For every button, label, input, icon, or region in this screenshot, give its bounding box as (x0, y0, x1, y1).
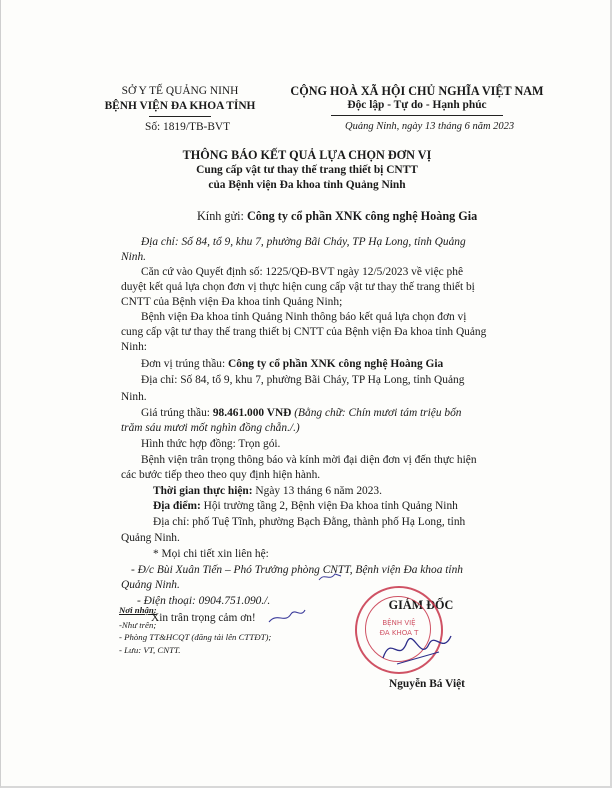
price-line-a (141, 407, 461, 419)
title-line2: Cung cấp vật tư thay thế trang thiết bị CNTT (196, 164, 418, 176)
venue-label: Địa điểm: (153, 500, 201, 512)
contact-person-a: - Đ/c Bùi Xuân Tiến – Phó Trưởng phòng CNTT, Bệnh viện Đa khoa tỉnh (131, 564, 463, 576)
recipient-label: Kính gửi: (197, 209, 244, 223)
stamp-text-line2: ĐA KHOA T (379, 629, 419, 637)
address2-line-a: Địa chỉ: Số 84, tổ 9, khu 7, phường Bãi Cháy, TP Hạ Long, tỉnh Quảng (141, 374, 465, 386)
header-country: CỘNG HOÀ XÃ HỘI CHỦ NGHĨA VIỆT NAM (290, 84, 544, 98)
venue-line (153, 500, 458, 512)
winner-line (141, 358, 443, 370)
winner-name: Công ty cổ phần XNK công nghệ Hoàng Gia (228, 358, 444, 370)
price-label: Giá trúng thầu: (141, 407, 210, 419)
venue-address-a: Địa chỉ: phố Tuệ Tĩnh, phường Bạch Đằng, thành phố Hạ Long, tỉnh (153, 516, 466, 528)
phone-line: - Điện thoại: 0904.751.090./. (137, 595, 271, 607)
recipient-name: Công ty cổ phần XNK công nghệ Hoàng Gia (246, 209, 478, 223)
time-line (153, 485, 382, 497)
contact-intro: * Mọi chi tiết xin liên hệ: (153, 548, 269, 560)
recipient-line (197, 209, 477, 224)
time-value: Ngày 13 tháng 6 năm 2023. (255, 485, 382, 497)
signature-title: GIÁM ĐỐC (388, 598, 454, 612)
venue-value: Hội trường tầng 2, Bệnh viện Đa khoa tỉnh Quảng Ninh (203, 500, 458, 512)
title-line3: của Bệnh viện Đa khoa tỉnh Quảng Ninh (208, 179, 406, 191)
winner-label: Đơn vị trúng thầu: (141, 358, 226, 370)
notice-line-b: cung cấp vật tư thay thế trang thiết bị CNTT của Bệnh viện Đa khoa tỉnh Quảng (121, 326, 487, 338)
document-number: Số: 1819/TB-BVT (145, 121, 231, 133)
time-label: Thời gian thực hiện: (153, 485, 253, 497)
address1-line-a: Địa chỉ: Số 84, tổ 9, khu 7, phường Bãi Cháy, TP Hạ Long, tỉnh Quảng (141, 236, 466, 248)
notice-line-a: Bệnh viện Đa khoa tỉnh Quảng Ninh thông báo kết quả lựa chọn đơn vị (141, 311, 467, 323)
place-date: Quảng Ninh, ngày 13 tháng 6 năm 2023 (345, 121, 515, 132)
recipients-item-2: - Phòng TT&HCQT (đăng tải lên CTTĐT); (119, 632, 272, 642)
basis-line-c: CNTT của Bệnh viện Đa khoa tỉnh Quảng Ninh; (121, 296, 343, 308)
stamp-text-line1: BỆNH VIỆ (382, 619, 416, 627)
invite-line-b: các bước tiếp theo theo quy định hiện hành. (121, 469, 321, 481)
price-words-b: trăm sáu mươi mốt nghìn đồng chẵn./.) (121, 422, 300, 434)
thanks-line: Xin trân trọng cảm ơn! (151, 612, 256, 624)
invite-line-a: Bệnh viện trân trọng thông báo và kính mời đại diện đơn vị đến thực hiện (141, 454, 477, 466)
price-words-a: (Bằng chữ: Chín mươi tám triệu bốn (294, 407, 462, 419)
recipients-label: Nơi nhận: (119, 605, 157, 615)
venue-address-b: Quảng Ninh. (121, 532, 180, 544)
basis-line-b: duyệt kết quả lựa chọn đơn vị thực hiện cung cấp vật tư thay thế trang thiết bị (121, 281, 475, 293)
price-value: 98.461.000 VNĐ (212, 407, 292, 419)
signature-scribble-icon (377, 624, 457, 670)
notice-line-c: Ninh: (121, 341, 147, 353)
contract-line: Hình thức hợp đồng: Trọn gói. (141, 438, 281, 450)
contact-person-b: Quảng Ninh. (121, 579, 180, 591)
header-agency: SỞ Y TẾ QUẢNG NINH (121, 85, 239, 97)
title-line1: THÔNG BÁO KẾT QUẢ LỰA CHỌN ĐƠN VỊ (182, 148, 432, 162)
header-motto: Độc lập - Tự do - Hạnh phúc (347, 99, 487, 111)
initial-mark-icon (267, 604, 307, 626)
recipients-item-1: -Như trên; (119, 620, 157, 630)
header-hospital-underline (149, 116, 211, 117)
recipients-item-3: - Lưu: VT, CNTT. (119, 645, 181, 655)
initial-mark-top-icon (317, 570, 343, 584)
basis-line-a: Căn cứ vào Quyết định số: 1225/QĐ-BVT ngày 12/5/2023 về việc phê (141, 266, 464, 278)
header-motto-underline (331, 115, 503, 116)
header-hospital: BỆNH VIỆN ĐA KHOA TỈNH (104, 100, 256, 112)
address1-line-b: Ninh. (121, 251, 147, 263)
signer-name: Nguyễn Bá Việt (389, 678, 465, 690)
address2-line-b: Ninh. (121, 391, 147, 403)
